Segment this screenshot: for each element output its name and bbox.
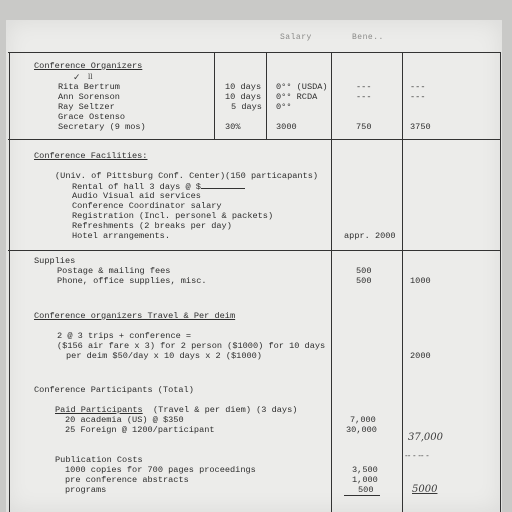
organizer-salary: 0°° (USDA) xyxy=(276,82,328,92)
facilities-line: Refreshments (2 breaks per day) xyxy=(72,221,232,231)
participants-line: 25 Foreign @ 1200/participant xyxy=(65,425,215,435)
organizer-total: --- xyxy=(410,82,426,92)
organizer-time: 10 days xyxy=(225,82,262,92)
organizer-name: Secretary (9 mos) xyxy=(58,122,146,132)
organizer-time: 30% xyxy=(225,122,241,132)
organizer-salary: 3000 xyxy=(276,122,297,132)
travel-line: ($156 air fare x 3) for 2 person ($1000) for 10 days xyxy=(57,341,326,351)
handwritten-mark: ll xyxy=(88,73,93,81)
handwritten-dashes: -- - -- - xyxy=(405,451,429,460)
organizer-name: Ray Seltzer xyxy=(58,102,115,112)
salary-column-rule xyxy=(266,52,267,139)
publication-amount: 3,500 xyxy=(352,465,378,475)
section-rule-2 xyxy=(8,250,501,251)
supplies-line: Postage & mailing fees xyxy=(57,266,171,276)
participants-line: 20 academia (US) @ $350 xyxy=(65,415,184,425)
facilities-line: Audio Visual aid services xyxy=(72,191,201,201)
check-mark-icon: ✓ xyxy=(73,73,81,83)
supplies-amount: 500 xyxy=(356,276,372,286)
publication-amount: 500 xyxy=(358,485,374,495)
organizer-benefits: --- xyxy=(356,82,372,92)
organizer-total: --- xyxy=(410,92,426,102)
publication-line: pre conference abstracts xyxy=(65,475,189,485)
organizer-time: 10 days xyxy=(225,92,262,102)
publication-line: 1000 copies for 700 pages proceedings xyxy=(65,465,256,475)
organizer-name: Grace Ostenso xyxy=(58,112,126,122)
facilities-line: Registration (Incl. personel & packets) xyxy=(72,211,274,221)
facilities-line: Hotel arrangements. xyxy=(72,231,170,241)
travel-total: 2000 xyxy=(410,351,431,361)
travel-line: per deim $50/day x 10 days x 2 ($1000) xyxy=(66,351,262,361)
section-rule-1 xyxy=(8,139,501,140)
supplies-amount: 500 xyxy=(356,266,372,276)
table-top-rule xyxy=(8,52,501,53)
organizer-benefits: --- xyxy=(356,92,372,102)
organizer-salary: 0°° xyxy=(276,102,292,112)
time-column-rule xyxy=(214,52,215,139)
organizer-name: Ann Sorenson xyxy=(58,92,120,102)
participants-amount: 30,000 xyxy=(346,425,377,435)
supplies-title: Supplies xyxy=(34,256,76,266)
participants-title: Conference Participants (Total) xyxy=(34,385,194,395)
facilities-title: Conference Facilities: xyxy=(34,151,148,161)
publication-sum-rule xyxy=(344,495,380,496)
facilities-line: (Univ. of Pittsburg Conf. Center)(150 particapants) xyxy=(55,171,319,181)
facilities-line: Rental of hall 3 days @ $ xyxy=(72,181,245,192)
travel-line: 2 @ 3 trips + conference = xyxy=(57,331,192,341)
organizer-benefits: 750 xyxy=(356,122,372,132)
publication-title: Publication Costs xyxy=(55,455,143,465)
paid-participants-line: Paid Participants (Travel & per diem) (3 days) xyxy=(55,405,298,415)
left-border xyxy=(9,52,10,512)
participants-subtotal: 37,000 xyxy=(408,432,443,443)
right-border xyxy=(500,52,501,512)
supplies-total: 1000 xyxy=(410,276,431,286)
benefits-column-rule xyxy=(331,52,332,512)
organizers-title: Conference Organizers xyxy=(34,61,143,71)
organizer-total: 3750 xyxy=(410,122,431,132)
publication-line: programs xyxy=(65,485,107,495)
organizer-name: Rita Bertrum xyxy=(58,82,120,92)
benefits-column-header: Bene.. xyxy=(352,33,384,42)
publication-total: 5000 xyxy=(412,484,438,495)
salary-column-header: Salary xyxy=(280,33,312,42)
facilities-estimate: appr. 2000 xyxy=(344,231,396,241)
supplies-line: Phone, office supplies, misc. xyxy=(57,276,207,286)
organizer-salary: 0°° RCDA xyxy=(276,92,318,102)
participants-amount: 7,000 xyxy=(350,415,376,425)
travel-title: Conference organizers Travel & Per deim xyxy=(34,311,236,321)
publication-amount: 1,000 xyxy=(352,475,378,485)
total-column-rule xyxy=(402,52,403,512)
organizer-time: 5 days xyxy=(231,102,262,112)
facilities-line: Conference Coordinator salary xyxy=(72,201,222,211)
